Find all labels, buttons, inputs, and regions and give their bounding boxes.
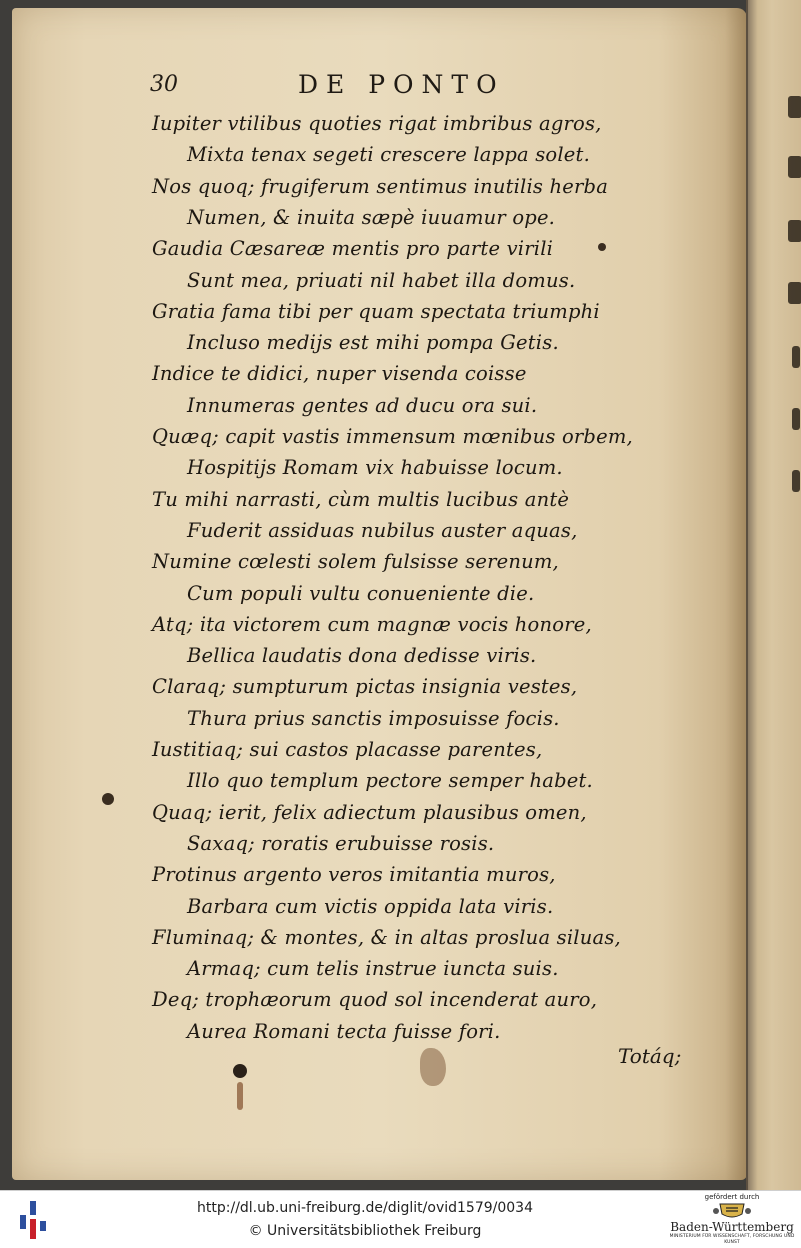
library-logo-icon: [16, 1199, 52, 1241]
verse-line: Tu mihi narrasti, cùm multis lucibus antè: [152, 487, 570, 511]
verse-line: Indice te didici, nuper visenda coisse: [152, 362, 527, 386]
verse-line: Nos quoq; frugiferum sentimus inutilis herba: [152, 174, 609, 198]
foxing-stain: [102, 793, 114, 805]
footer-bar: [0, 1190, 801, 1248]
verse-line: Claraq; sumpturum pictas insignia vestes,: [152, 675, 578, 699]
verse-line: Incluso medijs est mihi pompa Getis.: [187, 331, 559, 355]
verse-line: Iustitiaq; sui castos placasse parentes,: [152, 738, 543, 761]
verse-line: Gratia fama tibi per quam spectata triumphi: [152, 299, 600, 323]
verse-line: Atq; ita victorem cum magnæ vocis honore,: [152, 612, 592, 636]
adjacent-page-letter: [792, 408, 800, 430]
adjacent-page-letter: [792, 346, 800, 368]
adjacent-page-letter: [788, 220, 801, 242]
adjacent-page-letter: [792, 470, 800, 492]
verse-line: Numen, & inuita sæpè iuuamur ope.: [187, 205, 556, 229]
verse-line: Aurea Romani tecta fuisse fori.: [187, 1019, 501, 1043]
verse-line: Protinus argento veros imitantia muros,: [152, 863, 556, 887]
verse-line: Numine cœlesti solem fulsisse serenum,: [152, 550, 559, 574]
verse-line: Innumeras gentes ad ducu ora sui.: [187, 393, 538, 417]
adjacent-page-letter: [788, 96, 801, 118]
verse-line: Mixta tenax segeti crescere lappa solet.: [187, 143, 590, 167]
sponsor-name: Baden-Württemberg: [670, 1220, 794, 1234]
verse-line: Gaudia Cæsareæ mentis pro parte virili: [152, 237, 554, 261]
verse-line: Fuderit assiduas nubilus auster aquas,: [187, 518, 578, 542]
verse-line: Quaq; ierit, felix adiectum plausibus omen,: [152, 800, 587, 824]
verse-line: Quæq; capit vastis immensum mœnibus orbem,: [152, 425, 633, 448]
ink-dot: [233, 1064, 247, 1078]
document-url[interactable]: http://dl.ub.uni-freiburg.de/diglit/ovid1579/0034: [197, 1200, 533, 1216]
verse-line: Thura prius sanctis imposuisse focis.: [187, 706, 560, 730]
verse-line: Armaq; cum telis instrue iuncta suis.: [187, 957, 559, 981]
verse-line: Sunt mea, priuati nil habet illa domus.: [187, 268, 576, 292]
adjacent-page-edge: [748, 0, 801, 1190]
sponsor-logo: [668, 1193, 796, 1247]
adjacent-page-letter: [788, 156, 801, 178]
sponsor-label: gefördert durch: [704, 1193, 760, 1201]
running-title: DE PONTO: [298, 70, 505, 99]
verse-line: Fluminaq; & montes, & in altas proslua siluas,: [152, 925, 621, 949]
state-coat-of-arms-icon: [712, 1202, 752, 1220]
ink-drip: [237, 1082, 243, 1110]
verse-line: Iupiter vtilibus quoties rigat imbribus agros,: [152, 112, 602, 135]
verse-line: Barbara cum victis oppida lata viris.: [187, 894, 554, 918]
page-header: [150, 70, 610, 104]
adjacent-page-letter: [788, 282, 801, 304]
verse-line: Deq; trophæorum quod sol incenderat auro,: [152, 988, 598, 1012]
verse-line: Bellica laudatis dona dedisse viris.: [187, 644, 537, 668]
page-number: 30: [150, 72, 178, 97]
catchword: Totáq;: [618, 1044, 682, 1068]
sponsor-subtitle: MINISTERIUM FÜR WISSENSCHAFT, FORSCHUNG UND KUNST: [669, 1234, 795, 1245]
verse-line: Hospitijs Romam vix habuisse locum.: [187, 456, 563, 480]
verse-line: Illo quo templum pectore semper habet.: [187, 769, 593, 793]
verse-line: Saxaq; roratis erubuisse rosis.: [187, 831, 495, 855]
copyright-notice: © Universitätsbibliothek Freiburg: [248, 1223, 482, 1239]
verse-line: Cum populi vultu conueniente die.: [187, 581, 535, 605]
foxing-stain: [420, 1048, 446, 1086]
